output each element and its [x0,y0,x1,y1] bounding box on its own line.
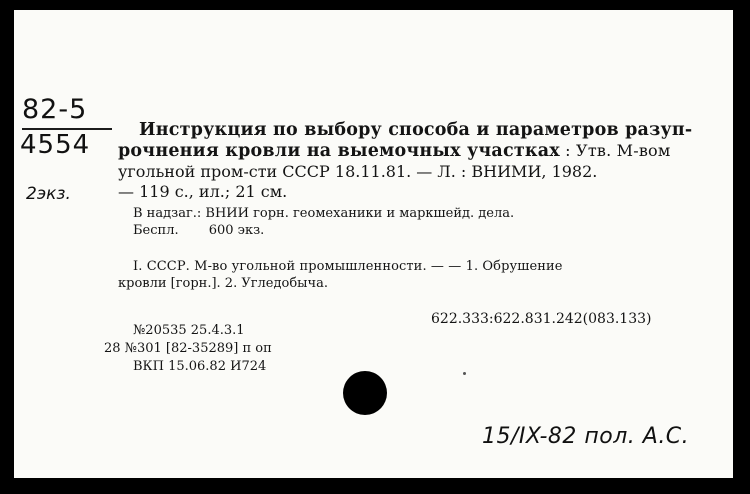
handwritten-receipt-note: 15/IX-82 пол. А.С. [482,424,690,449]
record-line-3: ВКП 15.06.82 И724 [133,359,267,374]
title-line-1: Инструкция по выбору способа и параметров разуп- [139,120,693,140]
ink-speck [463,372,466,375]
handwritten-copies-mark: 2экз. [26,184,71,204]
shelfmark-bottom: 4554 [20,130,91,160]
record-line-1: №20535 25.4.3.1 [133,323,245,338]
catalog-card [14,10,733,478]
note-line-2 [133,223,264,238]
record-line-2: 28 №301 [82-35289] п оп [104,341,272,356]
subjects-line-1: I. СССР. М-во угольной промышленности. — — 1. Обрушение [133,259,563,274]
title-line-2 [118,141,671,161]
imprint-line-2: — 119 с., ил.; 21 см. [118,182,288,201]
shelfmark-top: 82-5 [22,94,88,125]
imprint-line-1: угольной пром-сти СССР 18.11.81. — Л. : ВНИМИ, 1982. [118,162,598,181]
note-print-run: 600 экз. [208,223,265,238]
title-line-2-main: рочнения кровли на выемочных участках [118,141,560,161]
title-line-2-tail: : Утв. М-вом [559,141,671,160]
udc-code: 622.333:622.831.242(083.133) [431,311,652,327]
note-price: Беспл. [133,223,179,238]
note-line-1: В надзаг.: ВНИИ горн. геомеханики и маркшейд. дела. [133,206,515,221]
subjects-line-2: кровли [горн.]. 2. Угледобыча. [118,276,328,291]
card-punch-hole [343,371,387,415]
